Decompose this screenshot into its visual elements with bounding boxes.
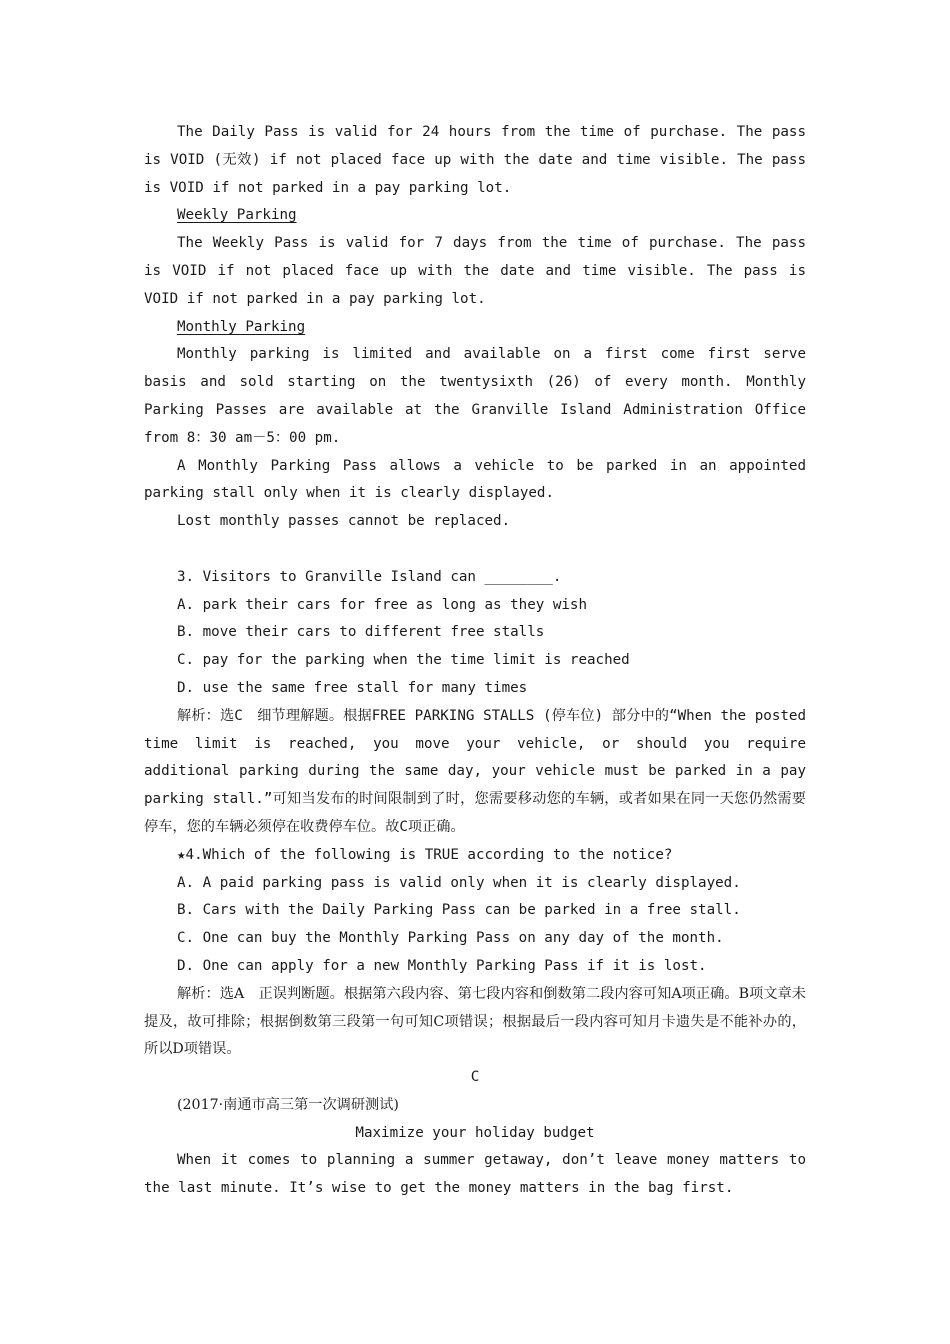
question-4-option-c: C. One can buy the Monthly Parking Pass on any day of the month. <box>177 930 724 947</box>
passage-c-paragraph-1: When it comes to planning a summer getaway, don’t leave money matters to the last minute. It’s wise to get the money matters in the bag first. <box>144 1152 806 1197</box>
question-4-stem: ★4.Which of the following is TRUE according to the notice? <box>177 846 673 863</box>
passage-title: Maximize your holiday budget <box>355 1124 595 1141</box>
monthly-parking-paragraph-1: Monthly parking is limited and available on a first come first serve basis and sold starting on the twentysixth (26) of every month. Monthly Parking Passes are available at the Granville Island Administration Office from 8：30 am－5：00 pm. <box>144 346 806 446</box>
section-letter: C <box>470 1069 480 1086</box>
question-4-option-d: D. One can apply for a new Monthly Parking Pass if it is lost. <box>177 957 707 974</box>
question-4-option-b: B. Cars with the Daily Parking Pass can be parked in a free stall. <box>177 902 741 919</box>
question-4-option-a: A. A paid parking pass is valid only when it is clearly displayed. <box>177 874 741 891</box>
monthly-parking-paragraph-3: Lost monthly passes cannot be replaced. <box>177 513 511 530</box>
weekly-pass-paragraph: The Weekly Pass is valid for 7 days from the time of purchase. The pass is VOID if not placed face up with the date and time visible. The pass is VOID if not parked in a pay parking lot. <box>144 235 806 307</box>
question-3-analysis: 解析：选C 细节理解题。根据FREE PARKING STALLS (停车位) 部分中的“When the posted time limit is reached, you move your vehicle, or should you require additional parking during the same day, your vehicle must be parked in a pay parking stall.”可知当发布的时间限制到了时，您需要移动您的车辆，或者如果在同一天您仍然需要停车，您的车辆必须停在收费停车位。故C项正确。 <box>144 707 806 835</box>
question-3-option-c: C. pay for the parking when the time limit is reached <box>177 652 630 669</box>
question-3-option-b: B. move their cars to different free stalls <box>177 624 545 641</box>
daily-pass-paragraph: The Daily Pass is valid for 24 hours from the time of purchase. The pass is VOID (无效) if not placed face up with the date and time visible. The pass is VOID if not parked in a pay parking lot. <box>144 124 806 196</box>
question-3-option-d: D. use the same free stall for many times <box>177 679 528 696</box>
text-column <box>144 119 806 1203</box>
monthly-parking-paragraph-2: A Monthly Parking Pass allows a vehicle to be parked in an appointed parking stall only when it is clearly displayed. <box>144 457 806 502</box>
question-3-option-a: A. park their cars for free as long as they wish <box>177 596 587 613</box>
spacer <box>144 536 806 564</box>
monthly-parking-heading: Monthly Parking <box>177 318 306 335</box>
question-4-analysis: 解析：选A 正误判断题。根据第六段内容、第七段内容和倒数第二段内容可知A项正确。B项文章未提及，故可排除；根据倒数第三段第一句可知C项错误；根据最后一段内容可知月卡遗失是不能补办的，所以D项错误。 <box>144 985 806 1058</box>
weekly-parking-heading: Weekly Parking <box>177 207 297 224</box>
passage-source: (2017·南通市高三第一次调研测试) <box>177 1096 399 1113</box>
question-3-stem: 3. Visitors to Granville Island can ________. <box>177 568 562 585</box>
